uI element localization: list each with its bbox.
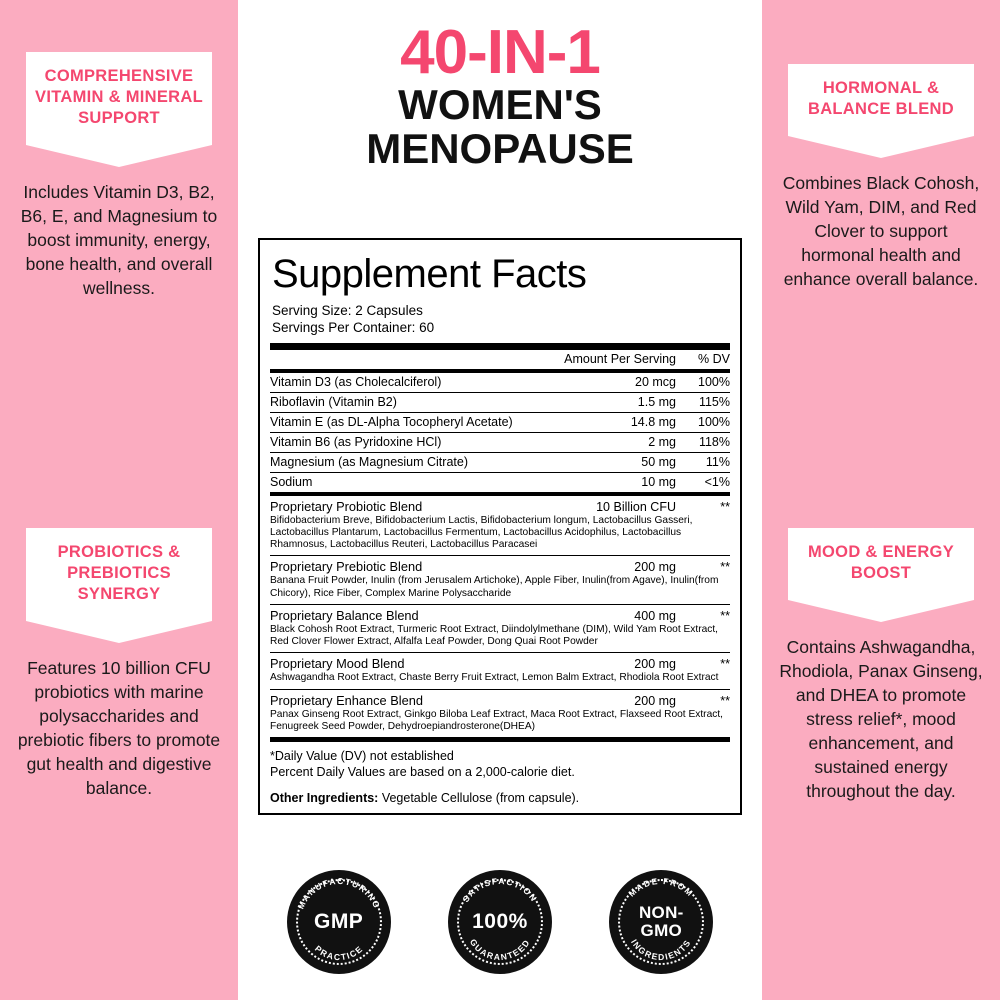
- blend-dv: **: [720, 560, 730, 575]
- supplement-facts-title: Supplement Facts: [272, 252, 587, 296]
- footnote-dv-not-established: *Daily Value (DV) not established: [270, 749, 454, 764]
- nutrient-rows: [270, 373, 730, 492]
- blend-header: [270, 496, 730, 514]
- non-gmo-seal-arc-text: [609, 870, 713, 974]
- nutrient-name: Magnesium (as Magnesium Citrate): [270, 452, 592, 472]
- satisfaction-arc-bottom: GUARANTEED: [467, 937, 533, 963]
- feature-tag: [26, 52, 212, 145]
- blend-amount: 400 mg: [634, 608, 676, 623]
- feature-vitamin-mineral-support: [0, 52, 238, 301]
- nutrient-amount: 20 mcg: [592, 373, 684, 393]
- blend-dv: **: [720, 499, 730, 514]
- nutrient-dv: 100%: [684, 373, 730, 393]
- other-ingredients: [270, 781, 730, 805]
- feature-tag-label: PROBIOTICS & PREBIOTICS SYNERGY: [57, 543, 181, 604]
- feature-tag: [788, 528, 974, 600]
- blend-name: Proprietary Enhance Blend: [270, 692, 423, 708]
- certification-seals: [258, 870, 742, 974]
- header-percent-dv: % DV: [698, 352, 730, 367]
- table-row: [270, 373, 730, 393]
- satisfaction-seal-arc-text: [448, 870, 552, 974]
- non-gmo-arc-top: MADE FROM: [626, 875, 696, 899]
- feature-tag: [26, 528, 212, 621]
- blend-amount: 200 mg: [634, 693, 676, 708]
- nutrient-dv: 118%: [684, 432, 730, 452]
- blend-header: [270, 556, 730, 574]
- non-gmo-seal: [609, 870, 713, 974]
- header-title-womens: WOMEN'S: [398, 80, 602, 128]
- blend-dv: **: [720, 657, 730, 672]
- product-header: [238, 0, 762, 171]
- blend-ingredients: Banana Fruit Powder, Inulin (from Jerusalem Artichoke), Apple Fiber, Inulin(from Agave), Inulin(from Chicory), Rice Fiber, Complex Marine Polysaccharide: [270, 575, 719, 599]
- nutrient-name: Sodium: [270, 475, 313, 490]
- blend-amount: 200 mg: [634, 560, 676, 575]
- blend-block: [270, 690, 730, 738]
- blend-header: [270, 653, 730, 671]
- feature-tag-label: HORMONAL & BALANCE BLEND: [808, 79, 954, 119]
- blend-name: Proprietary Mood Blend: [270, 656, 405, 672]
- nutrient-dv: 100%: [684, 412, 730, 432]
- supplement-facts-panel: [258, 238, 742, 815]
- blend-name: Proprietary Probiotic Blend: [270, 498, 423, 514]
- satisfaction-seal: [448, 870, 552, 974]
- other-ingredients-value: Vegetable Cellulose (from capsule).: [381, 790, 580, 805]
- feature-probiotics-prebiotics-synergy: [0, 528, 238, 801]
- blend-header: [270, 605, 730, 623]
- nutrient-name: Vitamin E (as DL-Alpha Tocopheryl Acetate): [270, 412, 592, 432]
- non-gmo-seal-line1: NON-: [638, 903, 684, 923]
- feature-body-text: Combines Black Cohosh, Wild Yam, DIM, and Red Clover to support hormonal health and enhance overall balance.: [782, 173, 980, 290]
- feature-tag-label: MOOD & ENERGY BOOST: [808, 543, 954, 583]
- feature-mood-energy-boost: [762, 528, 1000, 804]
- nutrient-name: Vitamin B6 (as Pyridoxine HCl): [270, 432, 592, 452]
- rule-thick-top: [270, 343, 730, 350]
- non-gmo-arc-bottom: INGREDIENTS: [629, 937, 694, 963]
- non-gmo-seal-line2: GMO: [640, 921, 683, 940]
- blend-ingredients: Ashwagandha Root Extract, Chaste Berry Fruit Extract, Lemon Balm Extract, Rhodiola Root Extract: [270, 672, 719, 684]
- gmp-arc-bottom: PRACTICE: [312, 943, 365, 963]
- header-title-menopause: MENOPAUSE: [366, 124, 634, 172]
- blend-dv: **: [720, 693, 730, 708]
- gmp-arc-top: MANUFACTURING: [295, 875, 383, 911]
- blend-amount: 10 Billion CFU: [596, 499, 676, 514]
- blend-block: [270, 605, 730, 653]
- satisfaction-arc-top: SATISFACTION: [460, 875, 540, 904]
- nutrient-dv: 11%: [684, 452, 730, 472]
- gmp-seal-text: GMP: [313, 909, 364, 933]
- serving-size: Serving Size: 2 Capsules: [272, 303, 423, 318]
- blend-block: [270, 556, 730, 604]
- blend-name: Proprietary Prebiotic Blend: [270, 559, 423, 575]
- feature-hormonal-balance-blend: [762, 64, 1000, 292]
- table-row: [270, 452, 730, 472]
- table-row: [270, 412, 730, 432]
- feature-tag-label: COMPREHENSIVE VITAMIN & MINERAL SUPPORT: [35, 67, 203, 128]
- feature-body-text: Contains Ashwagandha, Rhodiola, Panax Ginseng, and DHEA to promote stress relief*, mood enhancement, and sustained energy throughout the day.: [779, 637, 983, 802]
- feature-body-text: Features 10 billion CFU probiotics with marine polysaccharides and prebiotic fibers to promote gut health and digestive balance.: [17, 658, 221, 799]
- table-header-row: [270, 350, 730, 369]
- header-title-40in1: 40-IN-1: [400, 18, 600, 87]
- gmp-seal: [287, 870, 391, 974]
- blend-ingredients: Panax Ginseng Root Extract, Ginkgo Biloba Leaf Extract, Maca Root Extract, Flaxseed Root Extract, Fenugreek Seed Powder, Dehydroepiandrosterone(DHEA): [270, 708, 723, 732]
- nutrient-dv: 115%: [684, 392, 730, 412]
- blend-amount: 200 mg: [634, 657, 676, 672]
- footnotes: [270, 742, 730, 781]
- blend-header: [270, 690, 730, 708]
- blend-ingredients: Black Cohosh Root Extract, Turmeric Root Extract, Diindolylmethane (DIM), Wild Yam Root Extract, Red Clover Flower Extract, Alfalfa Leaf Powder, Dong Quai Root Powder: [270, 623, 719, 648]
- table-row: [270, 472, 730, 492]
- feature-body-text: Includes Vitamin D3, B2, B6, E, and Magnesium to boost immunity, energy, bone health, and overall wellness.: [20, 182, 218, 299]
- blend-block: [270, 496, 730, 557]
- nutrient-amount: 14.8 mg: [592, 412, 684, 432]
- blend-ingredients: Bifidobacterium Breve, Bifidobacterium Lactis, Bifidobacterium longum, Lactobacillus Gasseri, Lactobacillus Plantarum, Lactobacillus Fermentum, Lactobacillus Acidophilus, Lactobacillus Rhamnosus, Lactobacillus Reuteri, Lactobacillus Paracasei: [270, 514, 693, 551]
- table-row: [270, 392, 730, 412]
- header-amount-per-serving: Amount Per Serving: [564, 352, 676, 367]
- satisfaction-seal-text: 100%: [472, 909, 528, 933]
- nutrient-amount: 50 mg: [592, 452, 684, 472]
- blend-dv: **: [720, 608, 730, 623]
- nutrient-name: Vitamin D3 (as Cholecalciferol): [270, 373, 592, 393]
- nutrient-dv: <1%: [704, 475, 730, 490]
- nutrient-table: [270, 350, 730, 369]
- feature-tag: [788, 64, 974, 136]
- servings-per-container: Servings Per Container: 60: [272, 319, 435, 335]
- nutrient-amount: 2 mg: [592, 432, 684, 452]
- footnote-percent-dv: Percent Daily Values are based on a 2,000-calorie diet.: [270, 765, 575, 780]
- nutrient-amount: 10 mg: [641, 475, 676, 490]
- header-blank: [270, 350, 564, 369]
- gmp-seal-arc-text: [287, 870, 391, 974]
- nutrient-amount: 1.5 mg: [592, 392, 684, 412]
- other-ingredients-label: Other Ingredients:: [270, 790, 379, 805]
- table-row: [270, 432, 730, 452]
- blend-block: [270, 653, 730, 689]
- blend-name: Proprietary Balance Blend: [270, 607, 419, 623]
- nutrient-name: Riboflavin (Vitamin B2): [270, 392, 592, 412]
